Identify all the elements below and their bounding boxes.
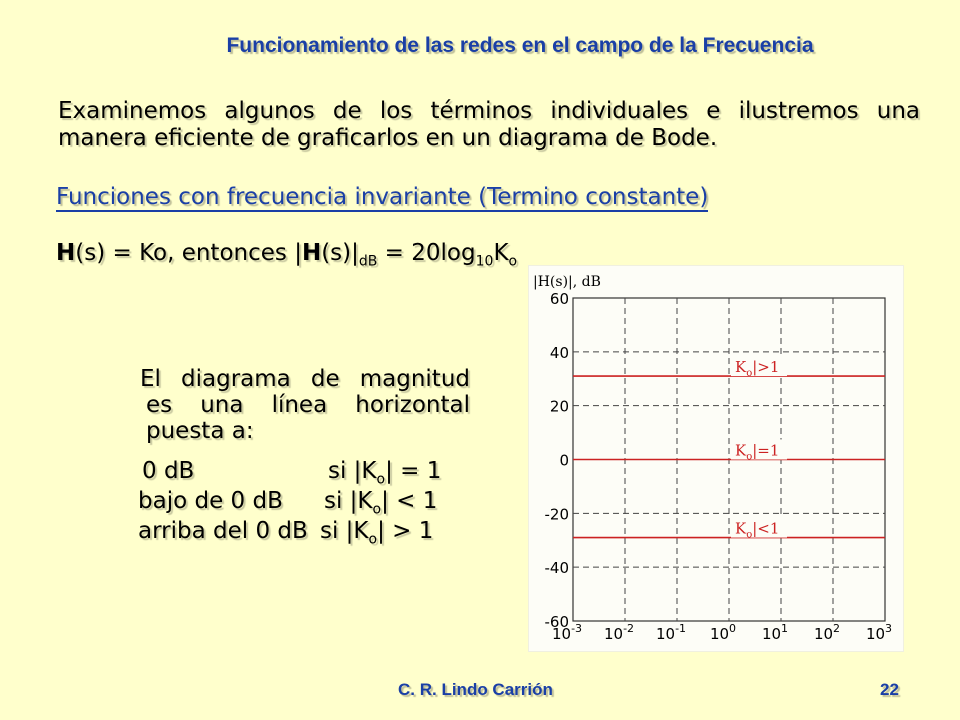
case-cond-sub: o — [368, 531, 378, 548]
case-cond-sub: o — [372, 501, 382, 518]
description-line-1: El diagrama de magnitud — [140, 366, 470, 392]
description — [140, 366, 470, 444]
slide-title: Funcionamiento de las redes en el campo de la Frecuencia — [226, 34, 814, 57]
formula-part-2: (s)| — [321, 240, 359, 266]
case-cond-sub: o — [376, 471, 386, 488]
bode-magnitude-chart — [528, 265, 904, 652]
section-heading-text: Funciones con frecuencia invariante (Termino constante) — [56, 184, 709, 210]
intro-line-1: Examinemos algunos de los términos individuales e ilustremos una — [58, 98, 920, 124]
formula-sub-db: dB — [358, 253, 378, 270]
footer-page-number: 22 — [880, 680, 899, 699]
description-line-2: es una línea horizontal — [146, 392, 470, 418]
chart-ytick-label: 60 — [549, 290, 569, 308]
chart-ticks — [545, 290, 893, 643]
chart-series-label: $K_o|>1$ — [735, 358, 780, 380]
case-label: 0 dB — [142, 458, 195, 484]
chart-xtick-label: $10^{-3}$ — [551, 622, 583, 643]
case-row — [138, 516, 434, 548]
formula-sub-o: o — [508, 253, 518, 270]
case-label: arriba del 0 dB — [138, 518, 308, 544]
chart-series-label: $K_o|<1$ — [735, 519, 780, 541]
intro-paragraph — [58, 98, 920, 152]
case-row — [138, 486, 438, 518]
chart-xtick-label: $10^2$ — [813, 622, 841, 643]
case-cond-a: si |K — [324, 488, 373, 514]
formula — [56, 240, 517, 270]
case-row — [138, 456, 442, 488]
case-cond-b: | = 1 — [385, 458, 442, 484]
chart-xtick-label: $10^3$ — [865, 622, 893, 643]
chart-xtick-label: $10^{-2}$ — [603, 622, 635, 643]
chart-svg — [529, 266, 903, 651]
case-label: bajo de 0 dB — [138, 488, 283, 514]
case-cond-b: | < 1 — [381, 488, 438, 514]
chart-ytick-label: 20 — [549, 397, 569, 416]
footer-author: C. R. Lindo Carrión — [398, 680, 553, 699]
chart-xtick-label: $10^{-1}$ — [655, 622, 687, 643]
formula-part-3: = 20log — [377, 240, 476, 266]
formula-h1: H — [56, 240, 76, 266]
chart-xtick-label: $10^1$ — [761, 622, 789, 643]
intro-line-2: manera eficiente de graficarlos en un diagrama de Bode. — [58, 125, 718, 151]
cases-list — [138, 456, 442, 548]
chart-ytick-label: 40 — [549, 343, 569, 362]
chart-series-label: $K_o|=1$ — [735, 441, 780, 463]
case-cond-a: si |K — [320, 518, 369, 544]
section-heading — [56, 184, 708, 210]
chart-xtick-label: $10^0$ — [709, 622, 737, 643]
chart-ytick-label: -40 — [544, 559, 569, 578]
description-line-3: puesta a: — [146, 418, 254, 444]
case-cond-b: | > 1 — [377, 518, 434, 544]
chart-ylabel: |H(s)|, dB — [533, 274, 601, 290]
formula-h2: H — [301, 240, 322, 266]
case-condition — [320, 516, 433, 555]
case-cond-a: si |K — [328, 458, 377, 484]
chart-ytick-label: -60 — [544, 613, 569, 631]
chart-ytick-label: -20 — [544, 505, 569, 524]
formula-part-4: K — [493, 240, 509, 266]
chart-ytick-label: 0 — [559, 451, 569, 470]
formula-sub-10: 10 — [475, 253, 494, 270]
formula-part-1: (s) = Ko, entonces | — [75, 240, 302, 266]
